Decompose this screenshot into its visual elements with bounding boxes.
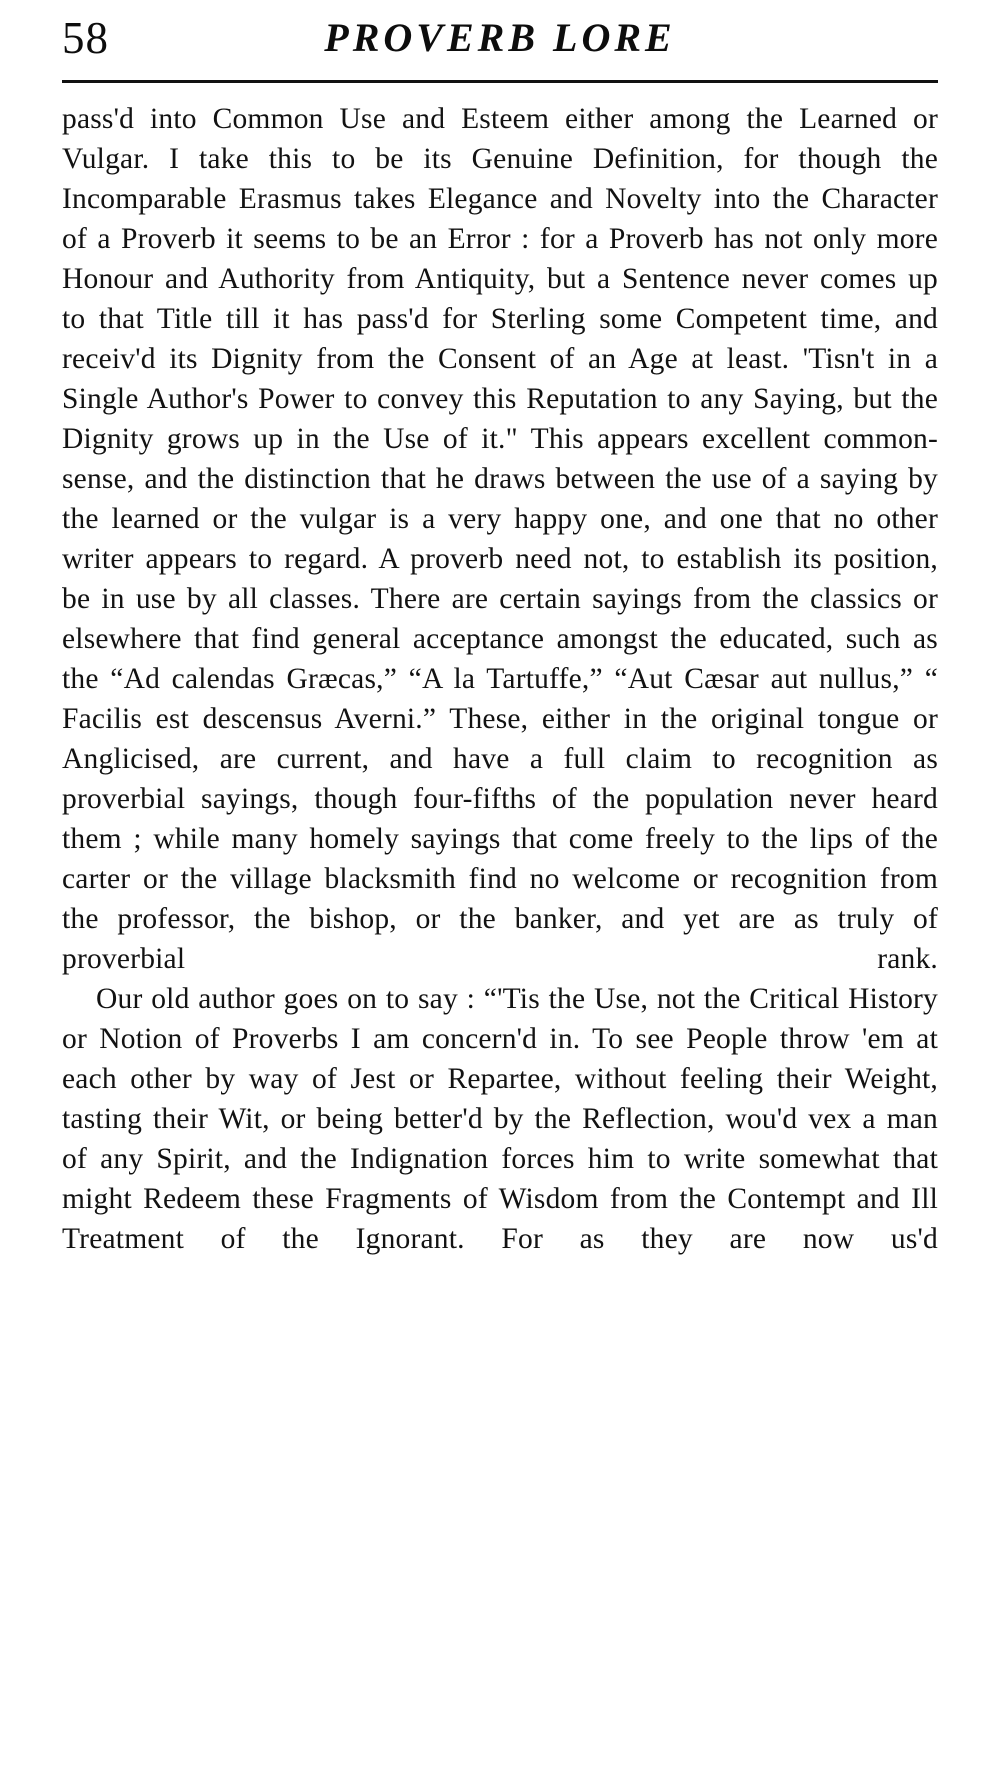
page-number: 58 <box>62 13 109 63</box>
page-header <box>62 0 938 78</box>
paragraph: pass'd into Common Use and Esteem either among the Learned or Vulgar. I take this to be its Genuine Definition, for though the Incomparable Erasmus takes Elegance and Novelty into the Character of a Proverb it seems to be an Error : for a Proverb has not only more Honour and Authority from Antiquity, but a Sentence never comes up to that Title till it has pass'd for Sterling some Competent time, and receiv'd its Dignity from the Consent of an Age at least. 'Tisn't in a Single Author's Power to convey this Reputation to any Saying, but the Dignity grows up in the Use of it." This appears excellent common-sense, and the distinction that he draws between the use of a saying by the learned or the vulgar is a very happy one, and one that no other writer appears to regard. A proverb need not, to establish its position, be in use by all classes. There are certain sayings from the classics or elsewhere that find general acceptance amongst the educated, such as the “Ad calendas Græcas,” “A la Tartuffe,” “Aut Cæsar aut nullus,” “ Facilis est descensus Averni.” These, either in the original tongue or Anglicised, are current, and have a full claim to recognition as proverbial sayings, though four-fifths of the population never heard them ; while many homely sayings that come freely to the lips of the carter or the village blacksmith find no welcome or recognition from the professor, the bishop, or the banker, and yet are as truly of proverbial rank. <box>62 103 938 975</box>
header-rule <box>62 80 938 83</box>
running-head: PROVERB LORE <box>324 15 676 60</box>
body-text <box>62 99 938 1259</box>
paragraph: Our old author goes on to say : “'Tis the Use, not the Critical History or Notion of Proverbs I am concern'd in. To see People throw 'em at each other by way of Jest or Repartee, without feeling their Weight, tasting their Wit, or being better'd by the Reflection, wou'd vex a man of any Spirit, and the Indignation forces him to write somewhat that might Redeem these Fragments of Wisdom from the Contempt and Ill Treatment of the Ignorant. For as they are now us'd <box>62 983 938 1255</box>
